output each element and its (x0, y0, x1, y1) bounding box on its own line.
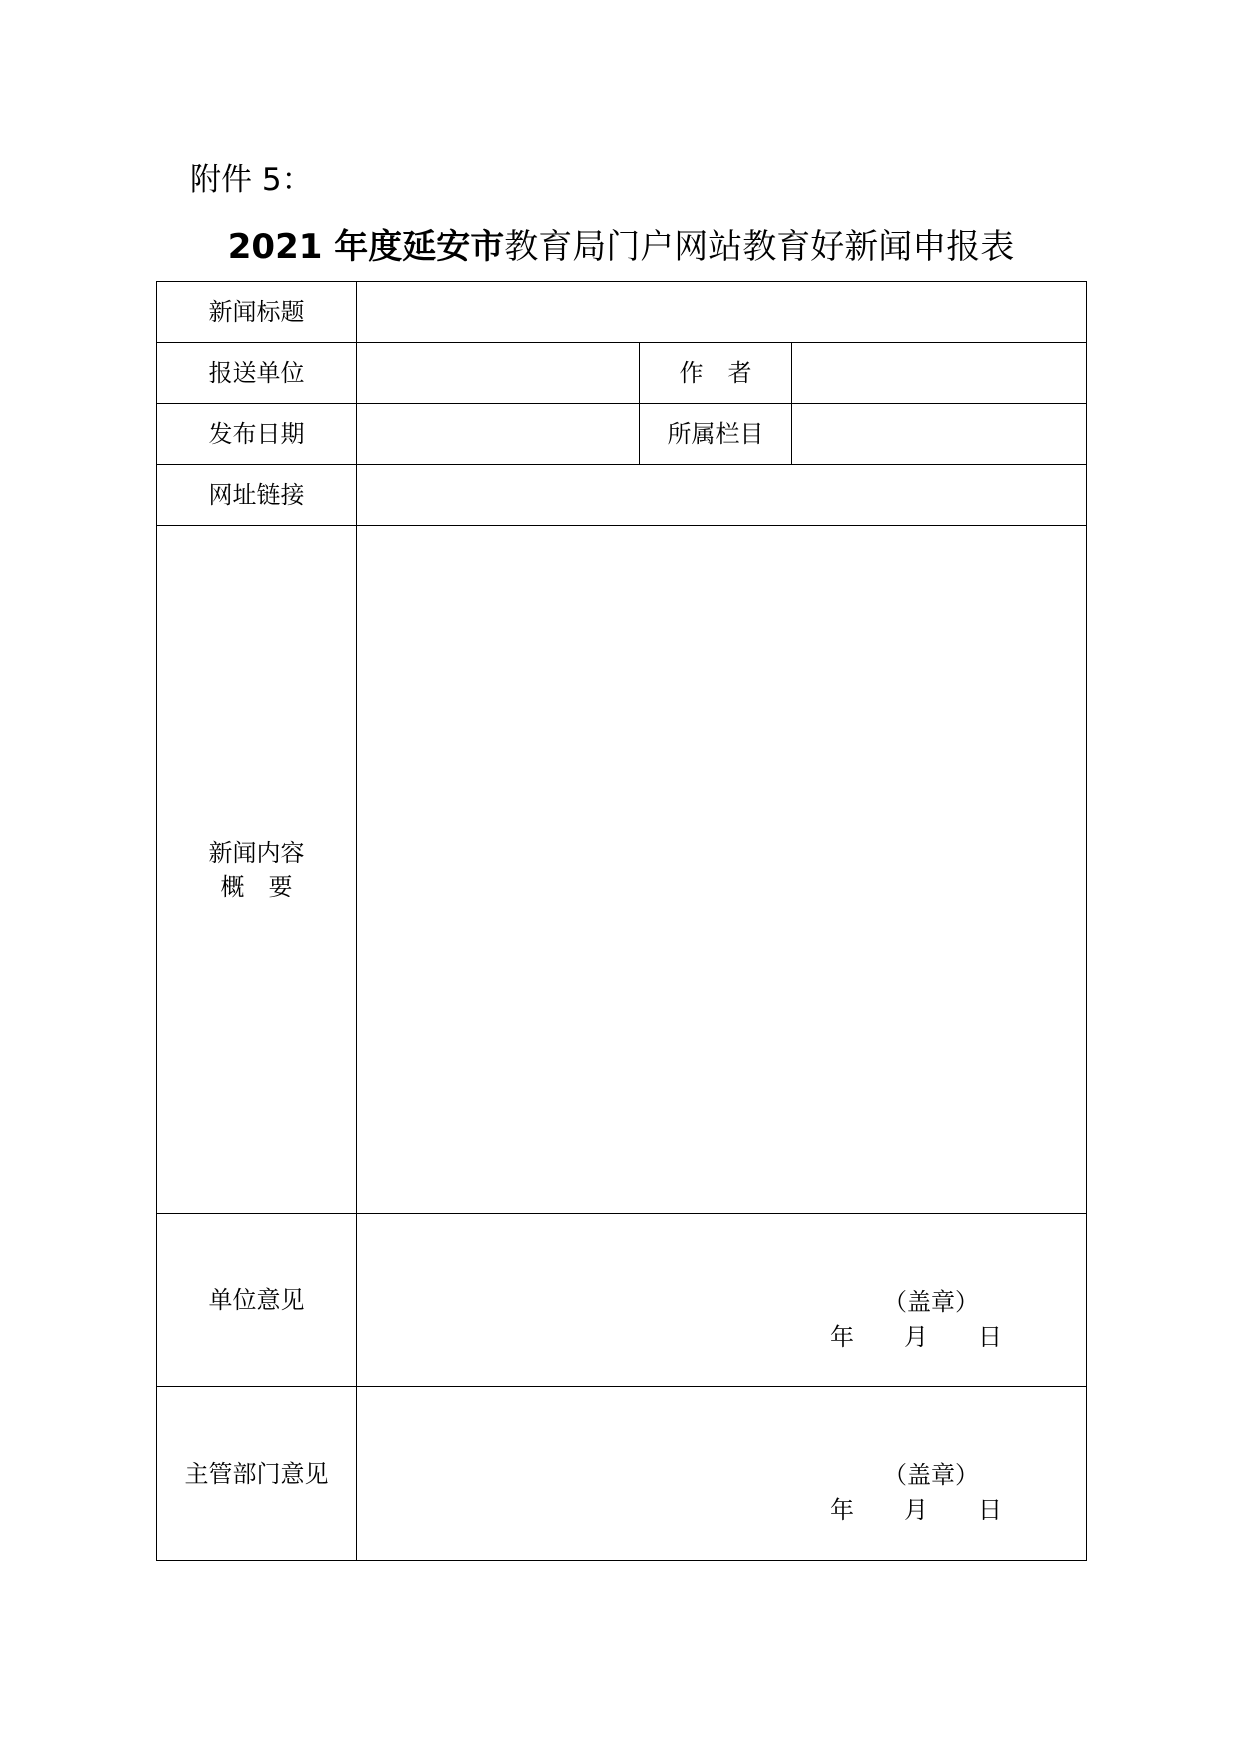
news-title-field[interactable] (357, 282, 1087, 343)
unit-opinion-label: 单位意见 (157, 1214, 357, 1387)
publish-date-label: 发布日期 (157, 404, 357, 465)
unit-opinion-month: 月 (904, 1323, 928, 1351)
title-regular-part: 教育局门户网站教育好新闻申报表 (504, 227, 1015, 267)
unit-opinion-field[interactable] (357, 1214, 1087, 1387)
dept-opinion-label: 主管部门意见 (157, 1387, 357, 1561)
application-form-table (156, 281, 1087, 1561)
url-field[interactable] (357, 465, 1087, 526)
author-field[interactable] (792, 343, 1087, 404)
row-submit-unit (157, 343, 1087, 404)
row-dept-opinion (157, 1387, 1087, 1561)
row-publish-date (157, 404, 1087, 465)
row-news-title (157, 282, 1087, 343)
url-label: 网址链接 (157, 465, 357, 526)
attachment-label: 附件 5： (190, 162, 313, 198)
unit-opinion-seal: （盖章） (883, 1288, 979, 1316)
summary-field[interactable] (357, 526, 1087, 1214)
publish-date-field[interactable] (357, 404, 640, 465)
unit-opinion-date (357, 1320, 1086, 1354)
summary-label (157, 526, 357, 1214)
dept-opinion-seal: （盖章） (883, 1461, 979, 1489)
row-unit-opinion (157, 1214, 1087, 1387)
column-label: 所属栏目 (640, 404, 792, 465)
submit-unit-label: 报送单位 (157, 343, 357, 404)
dept-opinion-year: 年 (830, 1496, 854, 1524)
unit-opinion-year: 年 (830, 1323, 854, 1351)
summary-label-line1: 新闻内容 (208, 838, 305, 867)
news-title-label: 新闻标题 (157, 282, 357, 343)
document-title (156, 224, 1086, 270)
summary-label-line2: 概 要 (220, 872, 293, 901)
dept-opinion-date (357, 1493, 1086, 1527)
author-label: 作 者 (640, 343, 792, 404)
submit-unit-field[interactable] (357, 343, 640, 404)
dept-opinion-month: 月 (904, 1496, 928, 1524)
row-summary (157, 526, 1087, 1214)
column-field[interactable] (792, 404, 1087, 465)
dept-opinion-day: 日 (978, 1496, 1002, 1524)
dept-opinion-field[interactable] (357, 1387, 1087, 1561)
unit-opinion-day: 日 (978, 1323, 1002, 1351)
title-bold-part: 2021 年度延安市 (227, 227, 505, 267)
row-url (157, 465, 1087, 526)
